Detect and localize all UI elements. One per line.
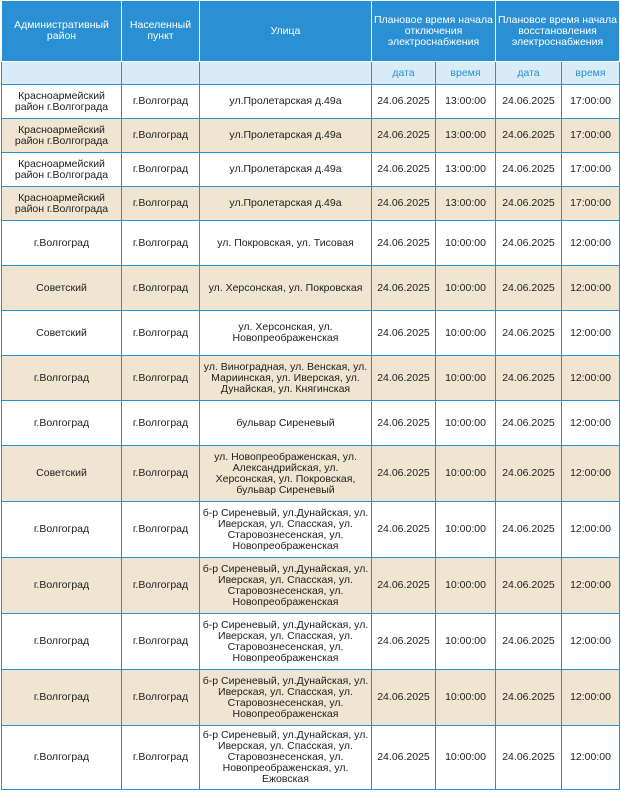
off-time-cell: 10:00:00 xyxy=(436,446,496,502)
on-time-cell: 12:00:00 xyxy=(562,401,620,446)
on-date-cell: 24.06.2025 xyxy=(496,119,562,153)
off-date-cell: 24.06.2025 xyxy=(372,356,436,401)
column-header-settlement: Населенный пункт xyxy=(122,1,200,62)
off-date-cell: 24.06.2025 xyxy=(372,502,436,558)
off-time-cell: 10:00:00 xyxy=(436,356,496,401)
street-cell: ул. Виноградная, ул. Венская, ул. Мариинская, ул. Иверская, ул. Дунайская, ул. Княгинская xyxy=(200,356,372,401)
on-date-cell: 24.06.2025 xyxy=(496,670,562,726)
off-time-cell: 10:00:00 xyxy=(436,221,496,266)
off-date-cell: 24.06.2025 xyxy=(372,266,436,311)
off-time-cell: 10:00:00 xyxy=(436,502,496,558)
on-time-cell: 17:00:00 xyxy=(562,153,620,187)
off-date-cell: 24.06.2025 xyxy=(372,446,436,502)
on-date-cell: 24.06.2025 xyxy=(496,221,562,266)
on-date-cell: 24.06.2025 xyxy=(496,187,562,221)
district-cell: г.Волгоград xyxy=(2,726,122,790)
off-time-cell: 10:00:00 xyxy=(436,311,496,356)
on-time-cell: 12:00:00 xyxy=(562,266,620,311)
off-time-cell: 13:00:00 xyxy=(436,119,496,153)
on-time-cell: 12:00:00 xyxy=(562,311,620,356)
on-date-cell: 24.06.2025 xyxy=(496,85,562,119)
settlement-cell: г.Волгоград xyxy=(122,726,200,790)
district-cell: г.Волгоград xyxy=(2,502,122,558)
district-cell: г.Волгоград xyxy=(2,401,122,446)
street-cell: ул.Пролетарская д.49а xyxy=(200,85,372,119)
off-date-cell: 24.06.2025 xyxy=(372,221,436,266)
on-time-cell: 17:00:00 xyxy=(562,119,620,153)
district-cell: Советский xyxy=(2,266,122,311)
on-time-cell: 12:00:00 xyxy=(562,221,620,266)
on-time-cell: 17:00:00 xyxy=(562,187,620,221)
table-row xyxy=(2,153,620,187)
district-cell: Красноармейский район г.Волгограда xyxy=(2,153,122,187)
table-row xyxy=(2,119,620,153)
settlement-cell: г.Волгоград xyxy=(122,266,200,311)
off-time-cell: 10:00:00 xyxy=(436,614,496,670)
off-time-cell: 13:00:00 xyxy=(436,85,496,119)
settlement-cell: г.Волгоград xyxy=(122,311,200,356)
district-cell: Красноармейский район г.Волгограда xyxy=(2,85,122,119)
column-header-street: Улица xyxy=(200,1,372,62)
table-row xyxy=(2,221,620,266)
table-row xyxy=(2,266,620,311)
off-time-cell: 10:00:00 xyxy=(436,266,496,311)
subheader-empty xyxy=(122,62,200,85)
outage-schedule-table xyxy=(1,0,620,790)
table-row xyxy=(2,670,620,726)
table-row xyxy=(2,502,620,558)
street-cell: ул. Покровская, ул. Тисовая xyxy=(200,221,372,266)
settlement-cell: г.Волгоград xyxy=(122,356,200,401)
subheader-empty xyxy=(200,62,372,85)
off-date-cell: 24.06.2025 xyxy=(372,119,436,153)
on-time-cell: 12:00:00 xyxy=(562,446,620,502)
off-time-cell: 10:00:00 xyxy=(436,670,496,726)
on-date-cell: 24.06.2025 xyxy=(496,311,562,356)
settlement-cell: г.Волгоград xyxy=(122,670,200,726)
street-cell: б-р Сиреневый, ул.Дунайская, ул. Иверская, ул. Спасская, ул. Старовознесенская, ул. Новопреображенская xyxy=(200,502,372,558)
off-date-cell: 24.06.2025 xyxy=(372,670,436,726)
district-cell: Советский xyxy=(2,446,122,502)
street-cell: ул.Пролетарская д.49а xyxy=(200,187,372,221)
settlement-cell: г.Волгоград xyxy=(122,401,200,446)
on-time-cell: 12:00:00 xyxy=(562,614,620,670)
settlement-cell: г.Волгоград xyxy=(122,446,200,502)
table-body xyxy=(2,85,620,790)
table-row xyxy=(2,446,620,502)
on-date-cell: 24.06.2025 xyxy=(496,446,562,502)
off-date-cell: 24.06.2025 xyxy=(372,187,436,221)
subheader-empty xyxy=(2,62,122,85)
off-date-cell: 24.06.2025 xyxy=(372,153,436,187)
settlement-cell: г.Волгоград xyxy=(122,502,200,558)
settlement-cell: г.Волгоград xyxy=(122,221,200,266)
on-date-cell: 24.06.2025 xyxy=(496,726,562,790)
settlement-cell: г.Волгоград xyxy=(122,558,200,614)
on-date-cell: 24.06.2025 xyxy=(496,614,562,670)
off-date-cell: 24.06.2025 xyxy=(372,85,436,119)
on-date-cell: 24.06.2025 xyxy=(496,401,562,446)
street-cell: ул.Пролетарская д.49а xyxy=(200,153,372,187)
off-time-cell: 13:00:00 xyxy=(436,153,496,187)
column-header-outage-start: Плановое время начала отключения электроснабжения xyxy=(372,1,496,62)
on-date-cell: 24.06.2025 xyxy=(496,502,562,558)
settlement-cell: г.Волгоград xyxy=(122,187,200,221)
off-time-cell: 13:00:00 xyxy=(436,187,496,221)
off-time-cell: 10:00:00 xyxy=(436,558,496,614)
table-row xyxy=(2,558,620,614)
header-row xyxy=(2,1,620,62)
off-date-cell: 24.06.2025 xyxy=(372,401,436,446)
on-date-cell: 24.06.2025 xyxy=(496,356,562,401)
table-row xyxy=(2,614,620,670)
table-row xyxy=(2,85,620,119)
subheader-on-date: дата xyxy=(496,62,562,85)
district-cell: г.Волгоград xyxy=(2,614,122,670)
on-time-cell: 12:00:00 xyxy=(562,726,620,790)
table-row xyxy=(2,356,620,401)
settlement-cell: г.Волгоград xyxy=(122,119,200,153)
column-header-restoration-start: Плановое время начала восстановления электроснабжения xyxy=(496,1,620,62)
off-date-cell: 24.06.2025 xyxy=(372,726,436,790)
street-cell: б-р Сиреневый, ул.Дунайская, ул. Иверская, ул. Спасская, ул. Старовознесенская, ул. Новопреображенская xyxy=(200,558,372,614)
on-time-cell: 12:00:00 xyxy=(562,356,620,401)
off-time-cell: 10:00:00 xyxy=(436,401,496,446)
off-time-cell: 10:00:00 xyxy=(436,726,496,790)
settlement-cell: г.Волгоград xyxy=(122,153,200,187)
district-cell: г.Волгоград xyxy=(2,356,122,401)
settlement-cell: г.Волгоград xyxy=(122,85,200,119)
table-row xyxy=(2,311,620,356)
on-time-cell: 17:00:00 xyxy=(562,85,620,119)
table-row xyxy=(2,187,620,221)
on-date-cell: 24.06.2025 xyxy=(496,558,562,614)
off-date-cell: 24.06.2025 xyxy=(372,558,436,614)
street-cell: б-р Сиреневый, ул.Дунайская, ул. Иверская, ул. Спасская, ул. Старовознесенская, ул. Новопреображенская xyxy=(200,670,372,726)
off-date-cell: 24.06.2025 xyxy=(372,311,436,356)
district-cell: г.Волгоград xyxy=(2,221,122,266)
on-time-cell: 12:00:00 xyxy=(562,670,620,726)
off-date-cell: 24.06.2025 xyxy=(372,614,436,670)
on-time-cell: 12:00:00 xyxy=(562,558,620,614)
table-row xyxy=(2,726,620,790)
street-cell: ул. Херсонская, ул. Покровская xyxy=(200,266,372,311)
settlement-cell: г.Волгоград xyxy=(122,614,200,670)
on-date-cell: 24.06.2025 xyxy=(496,266,562,311)
district-cell: Красноармейский район г.Волгограда xyxy=(2,187,122,221)
on-time-cell: 12:00:00 xyxy=(562,502,620,558)
table-row xyxy=(2,401,620,446)
subheader-off-date: дата xyxy=(372,62,436,85)
subheader-row xyxy=(2,62,620,85)
district-cell: Советский xyxy=(2,311,122,356)
street-cell: б-р Сиреневый, ул.Дунайская, ул. Иверская, ул. Спасская, ул. Старовознесенская, ул. Новопреображенская xyxy=(200,614,372,670)
street-cell: ул. Херсонская, ул. Новопреображенская xyxy=(200,311,372,356)
street-cell: ул.Пролетарская д.49а xyxy=(200,119,372,153)
street-cell: бульвар Сиреневый xyxy=(200,401,372,446)
street-cell: ул. Новопреображенская, ул. Александрийская, ул. Херсонская, ул. Покровская, бульвар Сиреневый xyxy=(200,446,372,502)
subheader-on-time: время xyxy=(562,62,620,85)
column-header-district: Административный район xyxy=(2,1,122,62)
district-cell: Красноармейский район г.Волгограда xyxy=(2,119,122,153)
on-date-cell: 24.06.2025 xyxy=(496,153,562,187)
street-cell: б-р Сиреневый, ул.Дунайская, ул. Иверская, ул. Спасская, ул. Старовознесенская, ул. Новопреображенская, ул. Ежовская xyxy=(200,726,372,790)
district-cell: г.Волгоград xyxy=(2,670,122,726)
subheader-off-time: время xyxy=(436,62,496,85)
district-cell: г.Волгоград xyxy=(2,558,122,614)
